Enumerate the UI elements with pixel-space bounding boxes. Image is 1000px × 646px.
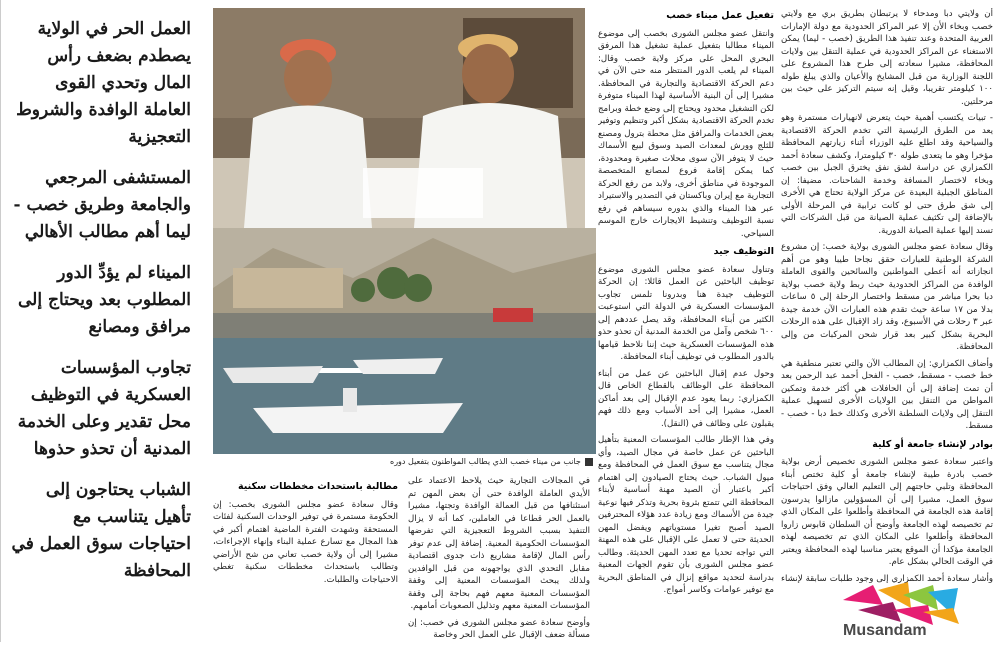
pull-quotes-column <box>0 0 205 642</box>
section-subheading: مطالبة باستحداث مخططات سكنية <box>237 481 398 492</box>
paragraph: وقال سعادة عضو مجلس الشورى بخصب: إن الحكومة مستمرة في توفير الوحدات السكنية لفئات المستحقة وشهدت الفترة الماضية اهتمام أكبر في هذا المجال مع تسارع عملية البناء وإنهاء الإجراءات، مشيرا إلى أن ولاية خصب تعاني من شح الأراضي وتطالب باستحداث مخططات سكنية تغطي الاحتياجات والطلبات. <box>213 499 398 585</box>
paragraph: وأضاف الكمزاري: إن المطالب الآن والتي تعتبر منطقية هي خط خصب - مسقط، خصب - الفحل أحمد عبد الرحمن بعد أن تمت إضافة إلى أن الحافلات هي أكثر خدمة وتمكين المواطن من التنقل بين الولايات الأخرى لتسهيل عملية التنقل إلى ولايات السلطنة الأخرى وكذلك خط دبا - خصب - مسقط. <box>781 358 993 431</box>
pull-quote: المستشفى المرجعي والجامعة وطريق خصب - ليما أهم مطالب الأهالي <box>13 168 191 242</box>
paragraph: وفي هذا الإطار طالب المؤسسات المعنية بتأهيل الباحثين عن عمل خاصة في مجال الصيد، وأي مجال يتناسب مع سوق العمل في المحافظة ومع ميول الشباب. حيث يحتاج الصيادون إلى اهتمام أكبر باعتبار أن الصيد مهنة أساسية لأبناء المحافظة التي تتمتع بثروة بحرية وتذكر فيها نوعية جيدة من الأسماك ومع زيادة عدد هؤلاء المحترفين الصيد أصبح تغيرا مستوياتهم ويفضل المهن الحديثة حتى لا تعمل على الإقبال على هذه المهنة التي تواجه تحديا مع تعدد المهن الحديثة. وطالب عضو مجلس الشورى بأن تقوم الجهات المعنية بدراسة لتحديد مواقع إنزال في المناطق البحرية مع توفير عوامات وكاسر أمواج. <box>598 435 774 595</box>
photo2-caption <box>390 457 593 466</box>
paragraph: وحول عدم إقبال الباحثين عن عمل من أبناء المحافظة على الوظائف بالقطاع الخاص قال الكمزاري: ربما يعود عدم الإقبال إلى بعد أماكن العمل، مشيرا إلى أحد الأسباب ومع ذلك فهم يقبلون على وظائف في (النقل). <box>598 368 774 429</box>
paragraph: في المجالات التجارية حيث يلاحظ الاعتماد على الأيدي العاملة الوافدة حتى أن بعض المهن تم استئنافها من قبل العمالة الوافدة وتجتها، مشيرا بالعمل الحر قطاعا في العاملين، كما أنه لا يزال التنفيذ بسبب الشروط التعجيزية التي تفرضها المؤسسات الحكومية المعنية. إضافة إلى عدم توفر رأس المال لإقامة مشاريع ذات جدوى اقتصادية مقابل التحدي الذي يواجهونه من قبل الوافدين ولذلك يبحث المؤسسات المعنية إلى وقفة المؤسسات المعنية معهم فهم بحاجة إلى وقفة المؤسسات المعنية معهم وتذليل الصعوبات أمامهم. <box>408 476 590 611</box>
logo-text: Musandam <box>843 622 927 639</box>
paragraph: واعتبر سعادة عضو مجلس الشورى تخصيص أرض بولاية خصب بادرة طيبة لإنشاء جامعة أو كلية تختص أبناء المحافظة وتلبي حاجتهم إلى التعليم العالي وفق احتياجات سوق العمل، مشيرا إلى أن المسؤولين مازالوا يدرسون إقامة هذه الجامعة في المحافظة وأطلعوا على المكان الذي تم تخصيصه لهذه الجامعة وأوضح أن السلطان قابوس زاروا المحافظة وأطلعوا على المكان الذي تم تخصيصه لهذه الجامعة مؤكدا أن الموقع يعتبر مناسبا لهذه المحافظة ويعتبر في الوقت الحالي بشكل عام. <box>781 457 993 567</box>
pull-quote: العمل الحر في الولاية يصطدم بضعف رأس المال وتحدي القوى العاملة الوافدة والشروط التعجيزية <box>16 19 191 147</box>
caption-text: جانب من ميناء خصب الذي يطالب المواطنون بتفعيل دوره <box>390 457 581 466</box>
paragraph: وقال سعادة عضو مجلس الشورى بولاية خصب: إن مشروع الشركة الوطنية للعبارات حقق نجاحا طيبا وهو من أهم انجازاته أنه أعطى المواطنين والسائحين والقوى العاملة الوافدة من المراكز الحدودية حيث ربط ولاية خصب بولاية دبا بحرا مباشر من مسقط واختصار الرحلة إلى ٥ ساعات بدلا من ١٧ ساعة حيث تقدم هذه العبارات الآن خدمة جيدة عبر ٣ رحلات في الأسبوع، وقد زاد الإقبال على هذه الرحلات البحرية بشكل كبير بعد قرار شحن المركبات من وإلى المحافظة. <box>781 242 993 352</box>
pull-quote: الميناء لم يؤدِّ الدور المطلوب بعد ويحتاج إلى مرافق ومصانع <box>18 263 191 337</box>
pull-quote: تجاوب المؤسسات العسكرية في التوظيف محل تقدير وعلى الخدمة المدنية أن تحذو حذوها <box>17 358 191 459</box>
paragraph: وتناول سعادة عضو مجلس الشورى موضوع توظيف الباحثين عن العمل قائلا: إن الحركة التوظيف جيدة هنا وبدرونا تلمس تجاوب المؤسسات العسكرية في الدولة التي استوعبت الكثير من أبناء المحافظة، وقد يصل عددهم إلى ٦٠٠ شخص وآمل من الخدمة المدنية أن تحذو حذو هذه المؤسسات العسكرية حيث إننا نلاحظ قيامها بالدور المطلوب في توظيف أبناء المحافظة. <box>598 264 774 362</box>
caption-marker <box>585 458 593 466</box>
section-subheading: بوادر لإنشاء جامعة أو كلية <box>872 438 993 450</box>
interview-photo-illustration <box>213 8 585 240</box>
paragraph: وأشار سعادة أحمد الكمزاري إلى وجود طلبات سابقة لإنشاء <box>781 573 993 583</box>
pull-quote: الشباب يحتاجون إلى تأهيل يتناسب مع احتياجات سوق العمل في المحافظة <box>11 480 191 581</box>
article-column-lower-left <box>213 475 398 640</box>
paragraph: - تبيات يكتسب أهمية حيث يتعرض لانهيارات مستمرة وهو يعد من الطرق الرئيسية التي تخدم الحركة الاقتصادية والسياحية وقد اطلع عليه الوزراء أثناء زيارتهم المحافظة مؤخرا وهو ما يتعدى طوله ٣٠ كيلومترا، وكشف سعادة أحمد الكمزاري عن دراسة لشق نفق يخترق الجبل بين خصب وبخاء لاختصار المسافة وخدمة الشاحنات. مضيفا: إن المناطق الجبلية البعيدة عن مركز الولاية تحتاج هي الأخرى إلى شق طرق حتى لو كانت ترابية في المرحلة الأولى بالإضافة إلى تكثيف عملية الصيانة من قبل الشركات التي تسند إليها عملية الصيانة الدورية. <box>781 113 993 236</box>
article-column-middle <box>598 4 774 634</box>
article-column-lower-middle <box>408 475 590 640</box>
harbour-photo <box>213 228 596 454</box>
paragraph: أن ولايتي دبا ومدحاء لا يرتبطان بطريق بري مع ولايتي خصب وبخاء الأن إلا عبر المراكز الحدودية مع دولة الإمارات العربية المتحدة وعند تنفيذ هذا الطريق (خصب - ليما) يمكن الاستغناء عن المراكز الحدودية في عملية التنقل بين ولايات المحافظة، مشيرا سعادته إلى طرح هذا المشروع على اللجنة الوزارية من قبل المشايخ والأعيان والذي يبلغ طوله ١٠٠ كيلومتر تقريبا، وقيل إنه سيتم التركيز على حيث بين مرحلتين. <box>781 9 993 107</box>
interview-photo <box>213 8 585 240</box>
paragraph: وانتقل عضو مجلس الشورى بخصب إلى موضوع الميناء مطالبا بتفعيل عملية تشغيل هذا المرفق البحري المحل على مركز ولاية خصب وقال: الميناء لم يلعب الدور المنتظر منه حتى الآن في دعم الحركة الاقتصادية والتجارية في المحافظة. مشيرا إلى أن البنية الأساسية لهذا الميناء متوفرة لكن التشغيل محدود ويحتاج إلى وضع خطة وبرامج تخدم الحركة الاقتصادية بشكل أكبر وتنظيم وتوفير بعض الخدمات والمرافق مثل محطة بترول ومصنع للثلج وورش لمعدات الصيد وسوق لبيع الأسماك حيث لا يتوفر الآن سوى محلات صغيرة ومحدودة، كما يمكن إقامة فروع لمصانع المتخصصة الموجودة في مناطق أخرى، ولابد من رفع الحركة التجارية مع إيران وباكستان في التصدير والاستيراد عبر هذا الميناء والذي بدوره سيساهم في رفع نسبة التوظيف وتنشيط الايجارات خارج الموسم السياحي. <box>598 28 774 239</box>
section-subheading: التوظيف جيد <box>713 246 774 257</box>
paragraph: وأوضح سعادة عضو مجلس الشورى في خصب: إن مسألة ضعف الإقبال على العمل الحر وخاصة <box>408 617 590 640</box>
harbour-photo-illustration <box>213 228 596 454</box>
article-column-right <box>781 8 993 583</box>
section-subheading: تفعيل عمل ميناء خصب <box>666 10 774 21</box>
